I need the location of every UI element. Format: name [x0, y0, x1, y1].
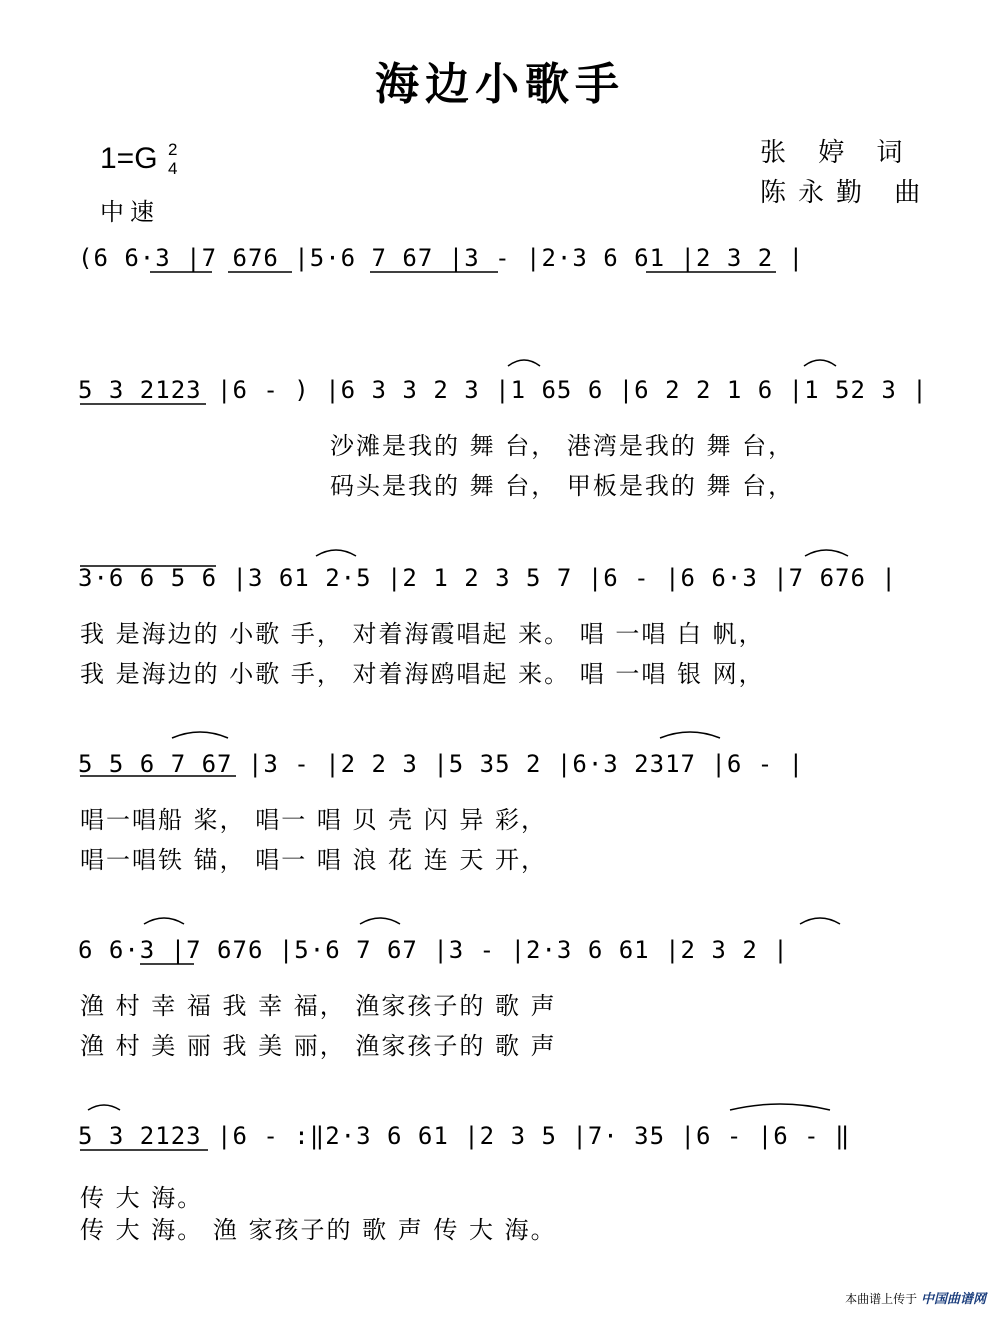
lyric-line-6-verse-2: 传 大 海。 渔 家孩子的 歌 声 传 大 海。: [80, 1216, 557, 1244]
slur-marks: [88, 360, 848, 1110]
lyric-line-3-verse-1: 我 是海边的 小歌 手， 对着海霞唱起 来。 唱 一唱 白 帆，: [80, 620, 765, 648]
lyric-line-2-verse-2: 码头是我的 舞 台， 甲板是我的 舞 台，: [330, 472, 795, 500]
composer-credit: 陈永勤 曲: [760, 178, 933, 208]
time-signature-bottom: 4: [168, 159, 178, 178]
notation-line-2: 5 3 2123 |6 - ) |6 3 3 2 3 |1 65 6 |6 2 2 1 6 |1 52 3 |: [78, 376, 928, 404]
lyric-line-5-verse-1: 渔 村 幸 福 我 幸 福， 渔家孩子的 歌 声: [80, 992, 557, 1020]
underline-marks: [80, 272, 776, 1150]
time-signature-top: 2: [168, 140, 178, 159]
notation-line-4: 5 5 6 7 67 |3 - |2 2 3 |5 35 2 |6·3 2317 |6 - |: [78, 750, 805, 778]
notation-line-6: 5 3 2123 |6 - :‖2·3 6 61 |2 3 5 |7· 35 |6 - |6 - ‖: [78, 1122, 851, 1150]
notation-line-3: 3·6 6 5 6 |3 61 2·5 |2 1 2 3 5 7 |6 - |6 6·3 |7 676 |: [78, 564, 897, 592]
lyricist-credit: 张 婷 词: [760, 138, 915, 168]
tempo-marking: 中速: [100, 198, 160, 226]
page-title: 海边小歌手: [375, 59, 625, 110]
lyric-line-4-verse-2: 唱一唱铁 锚， 唱一 唱 浪 花 连 天 开，: [80, 846, 548, 874]
footer-text: 本曲谱上传于: [845, 1292, 918, 1306]
footer-attribution: [845, 1288, 986, 1307]
lyric-line-4-verse-1: 唱一唱船 桨， 唱一 唱 贝 壳 闪 异 彩，: [80, 806, 548, 834]
lyric-line-3-verse-2: 我 是海边的 小歌 手， 对着海鸥唱起 来。 唱 一唱 银 网，: [80, 660, 765, 688]
lyric-line-6-verse-1: 传 大 海。: [80, 1184, 204, 1212]
notation-line-5: 6 6·3 |7 676 |5·6 7 67 |3 - |2·3 6 61 |2 3 2 |: [78, 936, 789, 964]
footer-site-logo[interactable]: 中国曲谱网: [920, 1292, 986, 1307]
lyric-line-2-verse-1: 沙滩是我的 舞 台， 港湾是我的 舞 台，: [330, 432, 795, 460]
key-signature: 1=G: [100, 142, 158, 175]
lyric-line-5-verse-2: 渔 村 美 丽 我 美 丽， 渔家孩子的 歌 声: [80, 1032, 557, 1060]
notation-line-1: (6 6·3 |7 676 |5·6 7 67 |3 - |2·3 6 61 |2 3 2 |: [78, 244, 805, 272]
